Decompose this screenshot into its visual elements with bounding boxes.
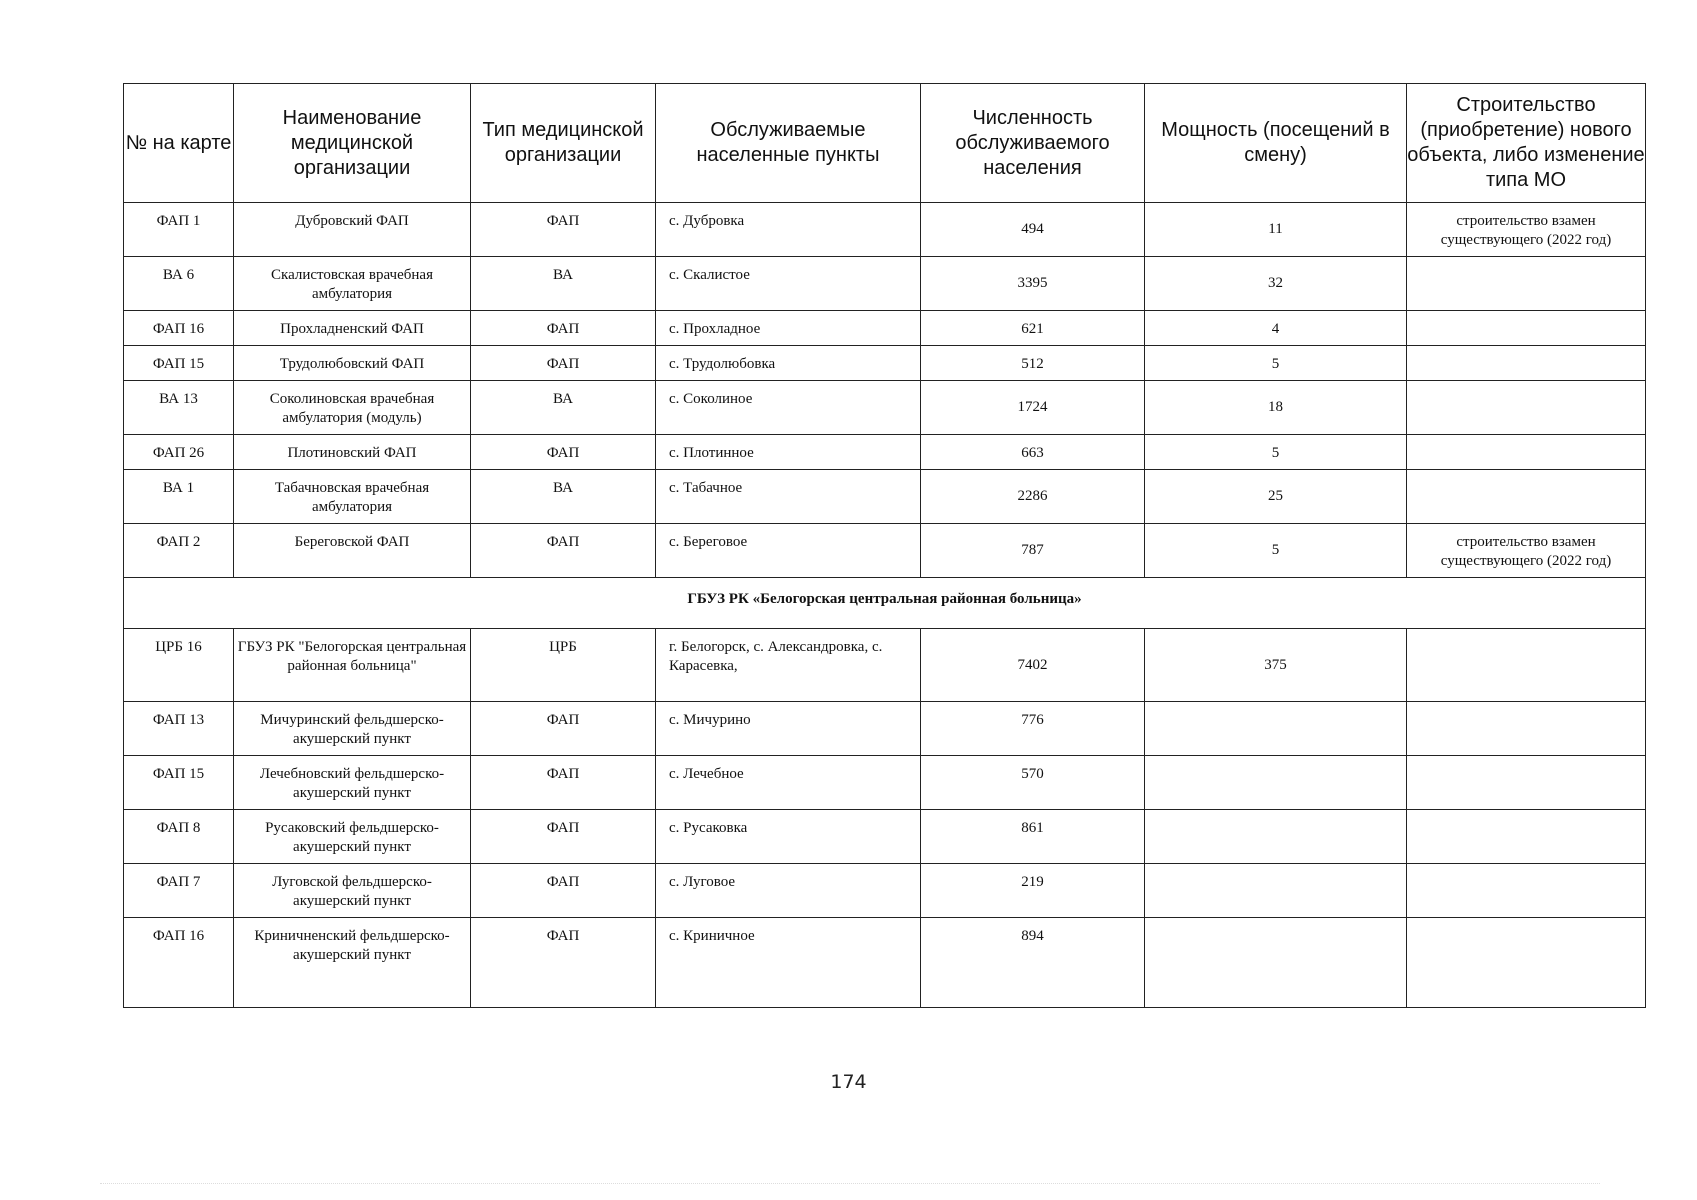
cell-capacity: 11 [1145, 203, 1407, 257]
cell-org-name: Прохладненский ФАП [234, 311, 471, 346]
cell-construction [1407, 756, 1646, 810]
cell-map-number: ФАП 1 [124, 203, 234, 257]
cell-settlements: с. Скалистое [656, 257, 921, 311]
cell-population: 219 [921, 864, 1145, 918]
cell-settlements: с. Криничное [656, 918, 921, 1008]
cell-settlements: с. Табачное [656, 470, 921, 524]
cell-org-name: Соколиновская врачебная амбулатория (модуль) [234, 381, 471, 435]
header-capacity: Мощность (посещений в смену) [1145, 84, 1407, 203]
cell-construction [1407, 810, 1646, 864]
section-title: ГБУЗ РК «Белогорская центральная районная больница» [124, 578, 1646, 629]
cell-population: 512 [921, 346, 1145, 381]
cell-settlements: с. Русаковка [656, 810, 921, 864]
header-org-type: Тип медицинской организации [471, 84, 656, 203]
cell-map-number: ВА 6 [124, 257, 234, 311]
cell-settlements: с. Луговое [656, 864, 921, 918]
table-row [124, 470, 1646, 524]
cell-org-type: ФАП [471, 810, 656, 864]
cell-capacity: 5 [1145, 346, 1407, 381]
cell-capacity: 25 [1145, 470, 1407, 524]
cell-capacity: 32 [1145, 257, 1407, 311]
table-row [124, 702, 1646, 756]
cell-map-number: ФАП 8 [124, 810, 234, 864]
cell-settlements: с. Плотинное [656, 435, 921, 470]
cell-org-type: ВА [471, 257, 656, 311]
cell-construction [1407, 257, 1646, 311]
cell-org-name: Мичуринский фельдшерско-акушерский пункт [234, 702, 471, 756]
cell-org-name: Луговской фельдшерско-акушерский пункт [234, 864, 471, 918]
header-construction: Строительство (приобретение) нового объекта, либо изменение типа МО [1407, 84, 1646, 203]
cell-map-number: ВА 13 [124, 381, 234, 435]
cell-capacity: 5 [1145, 524, 1407, 578]
header-org-name: Наименование медицинской организации [234, 84, 471, 203]
cell-org-type: ВА [471, 381, 656, 435]
cell-org-name: Трудолюбовский ФАП [234, 346, 471, 381]
facilities-table [123, 83, 1646, 1008]
cell-map-number: ФАП 16 [124, 918, 234, 1008]
table-row [124, 810, 1646, 864]
cell-population: 861 [921, 810, 1145, 864]
cell-org-type: ФАП [471, 435, 656, 470]
cell-settlements: с. Прохладное [656, 311, 921, 346]
section-row [124, 578, 1646, 629]
table-row [124, 346, 1646, 381]
cell-capacity: 5 [1145, 435, 1407, 470]
cell-org-type: ФАП [471, 311, 656, 346]
cell-construction [1407, 864, 1646, 918]
cell-org-type: ФАП [471, 203, 656, 257]
cell-construction [1407, 629, 1646, 702]
cell-org-type: ФАП [471, 864, 656, 918]
cell-construction: строительство взамен существующего (2022 год) [1407, 203, 1646, 257]
cell-org-type: ФАП [471, 756, 656, 810]
cell-org-name: Скалистовская врачебная амбулатория [234, 257, 471, 311]
page-number: 174 [830, 1071, 867, 1093]
cell-org-type: ФАП [471, 918, 656, 1008]
cell-construction [1407, 702, 1646, 756]
table-row [124, 524, 1646, 578]
cell-org-name: Русаковский фельдшерско-акушерский пункт [234, 810, 471, 864]
cell-population: 894 [921, 918, 1145, 1008]
cell-org-name: Береговской ФАП [234, 524, 471, 578]
cell-org-name: Плотиновский ФАП [234, 435, 471, 470]
header-map-number: № на карте [124, 84, 234, 203]
cell-org-name: Табачновская врачебная амбулатория [234, 470, 471, 524]
table-row [124, 918, 1646, 1008]
cell-org-name: ГБУЗ РК "Белогорская центральная районная больница" [234, 629, 471, 702]
cell-map-number: ФАП 15 [124, 346, 234, 381]
cell-construction [1407, 435, 1646, 470]
cell-construction [1407, 346, 1646, 381]
cell-map-number: ФАП 13 [124, 702, 234, 756]
table-row [124, 311, 1646, 346]
cell-population: 776 [921, 702, 1145, 756]
cell-settlements: с. Береговое [656, 524, 921, 578]
cell-org-type: ФАП [471, 702, 656, 756]
cell-population: 621 [921, 311, 1145, 346]
table-row [124, 435, 1646, 470]
cell-population: 787 [921, 524, 1145, 578]
cell-org-type: ВА [471, 470, 656, 524]
cell-settlements: с. Соколиное [656, 381, 921, 435]
cell-org-type: ФАП [471, 346, 656, 381]
cell-construction [1407, 311, 1646, 346]
cell-construction [1407, 381, 1646, 435]
cell-population: 494 [921, 203, 1145, 257]
cell-capacity [1145, 810, 1407, 864]
cell-capacity: 18 [1145, 381, 1407, 435]
cell-map-number: ФАП 2 [124, 524, 234, 578]
cell-population: 7402 [921, 629, 1145, 702]
cell-capacity [1145, 756, 1407, 810]
table-row [124, 381, 1646, 435]
header-settlements: Обслуживаемые населенные пункты [656, 84, 921, 203]
table-row [124, 864, 1646, 918]
cell-construction: строительство взамен существующего (2022 год) [1407, 524, 1646, 578]
cell-capacity [1145, 864, 1407, 918]
cell-map-number: ФАП 16 [124, 311, 234, 346]
cell-map-number: ФАП 7 [124, 864, 234, 918]
cell-map-number: ВА 1 [124, 470, 234, 524]
table-row [124, 756, 1646, 810]
cell-org-type: ФАП [471, 524, 656, 578]
scan-artifact-line [100, 1183, 1600, 1186]
document-page [123, 83, 1645, 1008]
cell-population: 3395 [921, 257, 1145, 311]
cell-org-name: Криничненский фельдшерско- акушерский пункт [234, 918, 471, 1008]
cell-map-number: ФАП 15 [124, 756, 234, 810]
cell-map-number: ЦРБ 16 [124, 629, 234, 702]
header-population: Численность обслуживаемого населения [921, 84, 1145, 203]
cell-population: 2286 [921, 470, 1145, 524]
cell-capacity [1145, 918, 1407, 1008]
cell-construction [1407, 918, 1646, 1008]
cell-settlements: с. Трудолюбовка [656, 346, 921, 381]
cell-population: 570 [921, 756, 1145, 810]
cell-settlements: с. Мичурино [656, 702, 921, 756]
cell-construction [1407, 470, 1646, 524]
cell-settlements: с. Дубровка [656, 203, 921, 257]
cell-capacity [1145, 702, 1407, 756]
table-row [124, 257, 1646, 311]
cell-map-number: ФАП 26 [124, 435, 234, 470]
table-body [124, 203, 1646, 1008]
table-row [124, 203, 1646, 257]
cell-settlements: г. Белогорск, с. Александровка, с. Карасевка, [656, 629, 921, 702]
cell-population: 663 [921, 435, 1145, 470]
cell-capacity: 4 [1145, 311, 1407, 346]
cell-settlements: с. Лечебное [656, 756, 921, 810]
table-header-row [124, 84, 1646, 203]
cell-org-type: ЦРБ [471, 629, 656, 702]
cell-capacity: 375 [1145, 629, 1407, 702]
cell-org-name: Лечебновский фельдшерско-акушерский пункт [234, 756, 471, 810]
cell-population: 1724 [921, 381, 1145, 435]
table-row [124, 629, 1646, 702]
cell-org-name: Дубровский ФАП [234, 203, 471, 257]
